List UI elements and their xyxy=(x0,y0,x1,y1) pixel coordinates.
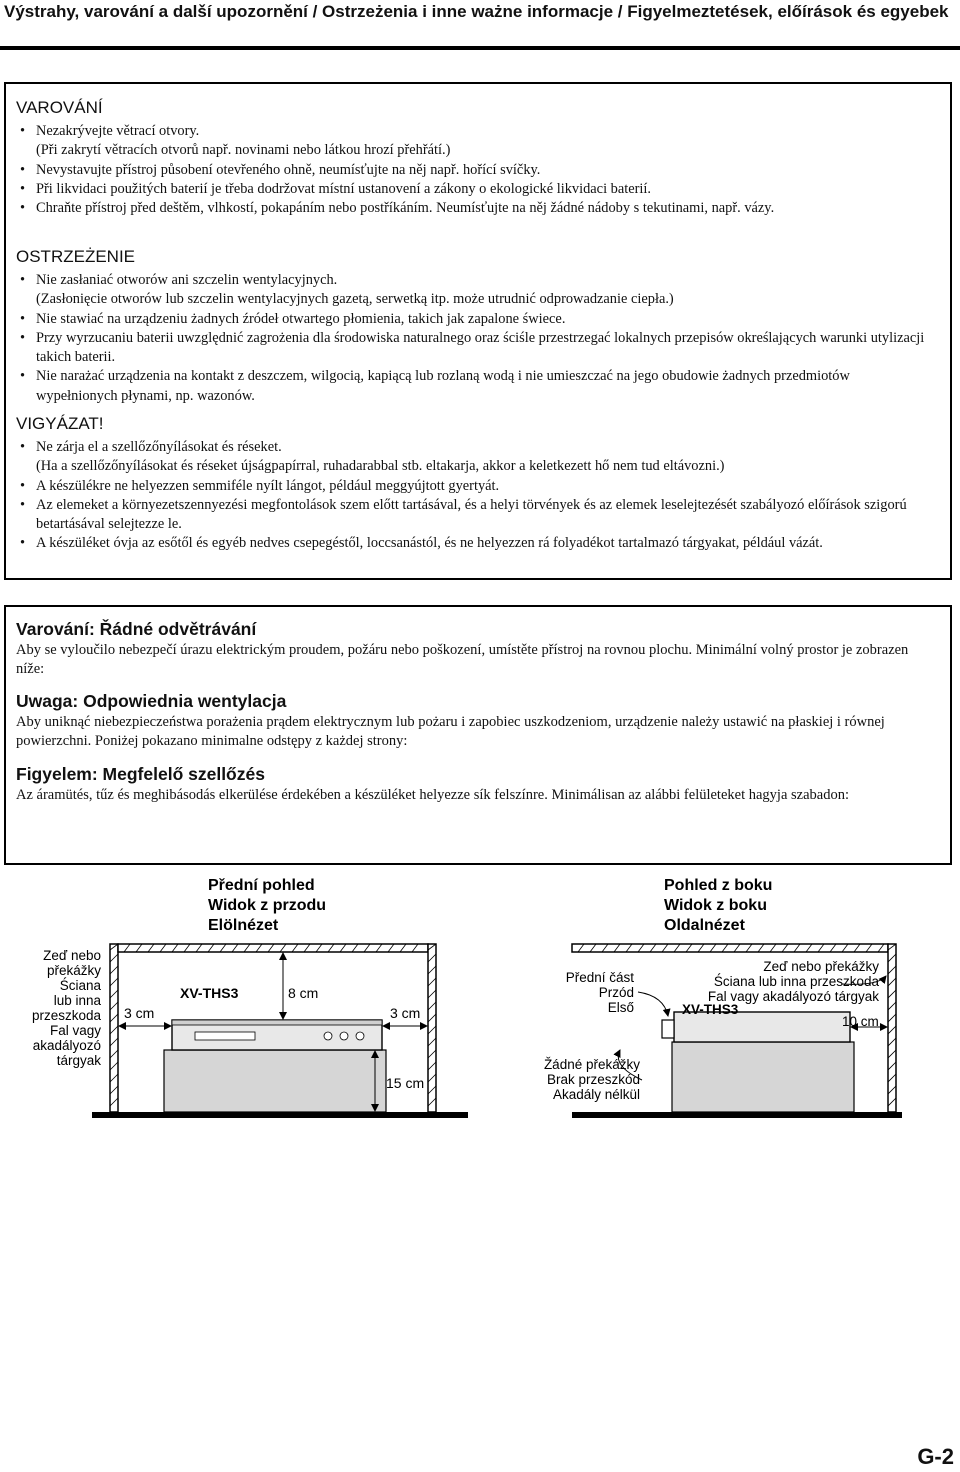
warning-list-pl xyxy=(16,271,931,406)
ventilation-text-cz: Aby se vyloučilo nebezpečí úrazu elektrickým proudem, požáru nebo poškození, umístěte přístroj na rovnou plochu. Minimální volný prostor je zobrazen níže: xyxy=(16,642,909,678)
side-wall-label xyxy=(708,959,880,1004)
ventilation-heading-hu: Figyelem: Megfelelő szellőzés xyxy=(16,764,265,784)
dim-back: 10 cm xyxy=(842,1014,879,1029)
list-item: • Chraňte přístroj před deštěm, vlhkostí, pokapáním nebo postříkáním. Neumísťujte na něj žádné nádoby s tekutinami, např. vázy. xyxy=(16,199,931,218)
front-part-line: Első xyxy=(607,1000,634,1015)
list-item: • Nevystavujte přístroj působení otevřeného ohně, neumísťujte na něj např. hořící svíčky. xyxy=(16,161,931,180)
wall-label-line: lub inna xyxy=(53,993,101,1008)
wall-label-line: akadályozó xyxy=(32,1038,101,1053)
list-item: • A készülékre ne helyezzen semmiféle nyílt lángot, például meggyújtott gyertyát. xyxy=(16,477,931,496)
warning-list-hu xyxy=(16,438,931,554)
list-item: • Ne zárja el a szellőzőnyílásokat és réseket. xyxy=(16,438,931,457)
list-item: (Při zakrytí větracích otvorů např. novinami nebo látkou hrozí přehřátí.) xyxy=(36,142,451,159)
list-item: • A készüléket óvja az esőtől és egyéb nedves csepegéstől, loccsanástól, és ne helyezzen rá folyadékot tartalmazó tárgyakat, például vázát. xyxy=(16,534,931,553)
side-view-title-3: Oldalnézet xyxy=(664,917,745,934)
ventilation-heading-pl: Uwaga: Odpowiednia wentylacja xyxy=(16,691,287,711)
list-item: • Při likvidaci použitých baterií je třeba dodržovat místní ustanovení a zákony o ekologické likvidaci baterií. xyxy=(16,180,931,199)
list-item: • Nie narażać urządzenia na kontakt z deszczem, wilgocią, kapiącą lub rozlaną wodą i nie umieszczać na jego obudowie żadnych przedmiotów wypełnionych płynami, np. wazonów. xyxy=(16,367,931,406)
warning-heading-hu: VIGYÁZAT! xyxy=(16,414,104,433)
model-label-side: XV-THS3 xyxy=(682,1002,739,1017)
warning-list-cz xyxy=(16,122,931,218)
dim-left: 3 cm xyxy=(124,1005,155,1021)
front-part-label xyxy=(566,970,635,1015)
page-number: G-2 xyxy=(917,1444,954,1469)
list-item: • Przy wyrzucaniu baterii uwzględnić zagrożenia dla środowiska naturalnego oraz ściśle przestrzegać lokalnych przepisów określających warunki utylizacji takich baterii. xyxy=(16,329,931,368)
side-view-title-1: Pohled z boku xyxy=(664,877,773,894)
title-rule xyxy=(0,46,960,50)
front-view-title-3: Elölnézet xyxy=(208,917,279,934)
wall-label-line: Zeď nebo xyxy=(43,948,101,963)
warning-heading-pl: OSTRZEŻENIE xyxy=(16,247,136,266)
front-view-title-1: Přední pohled xyxy=(208,877,315,894)
wall-label xyxy=(32,948,102,1068)
side-view-title-2: Widok z boku xyxy=(664,897,767,914)
list-item: (Zasłonięcie otworów lub szczelin wentylacyjnych gazetą, serwetką itp. może utrudnić odprowadzanie ciepła.) xyxy=(36,291,674,308)
front-part-line: Przód xyxy=(598,985,634,1000)
warning-heading-cz: VAROVÁNÍ xyxy=(16,98,103,117)
side-wall-line: Ściana lub inna przeszkoda xyxy=(713,974,879,989)
wall-label-line: przeszkoda xyxy=(31,1008,101,1023)
list-item: • Nezakrývejte větrací otvory. xyxy=(16,122,931,141)
dim-right: 3 cm xyxy=(390,1005,421,1021)
dim-bottom: 15 cm xyxy=(386,1075,425,1091)
ventilation-diagram xyxy=(0,870,960,1130)
warnings-box xyxy=(4,82,952,580)
ventilation-box xyxy=(4,605,952,865)
no-obstacle-line: Brak przeszkód xyxy=(546,1072,640,1087)
list-item: (Ha a szellőzőnyílásokat és réseket újságpapírral, ruhadarabbal stb. eltakarja, akkor a keletkezett hő nem tud eltávozni.) xyxy=(36,458,725,475)
model-label-front: XV-THS3 xyxy=(180,985,239,1001)
page-title: Výstrahy, varování a další upozornění / Ostrzeżenia i inne ważne informacje / Figyelmeztetések, előírások és egyebek xyxy=(4,2,949,21)
wall-label-line: Fal vagy xyxy=(49,1023,101,1038)
ventilation-heading-cz: Varování: Řádné odvětrávání xyxy=(16,619,257,639)
no-obstacle-line: Žádné překážky xyxy=(543,1057,640,1072)
list-item: • Nie zasłaniać otworów ani szczelin wentylacyjnych. xyxy=(16,271,931,290)
front-view-title-2: Widok z przodu xyxy=(208,897,327,914)
front-part-line: Přední část xyxy=(565,970,634,985)
side-wall-line: Fal vagy akadályozó tárgyak xyxy=(707,989,879,1004)
no-obstacle-line: Akadály nélkül xyxy=(552,1087,640,1102)
front-view-drawing xyxy=(92,944,468,1118)
list-item: • Az elemeket a környezetszennyezési megfontolások szem előtt tartásával, és a helyi törvények és az elemek leselejtezését szabályozó előírások szigorú betartásával selejtezze le. xyxy=(16,496,931,535)
no-obstacle-label xyxy=(544,1057,640,1102)
wall-label-line: překážky xyxy=(46,963,101,978)
dim-top: 8 cm xyxy=(288,985,319,1001)
wall-label-line: tárgyak xyxy=(56,1053,101,1068)
side-wall-line: Zeď nebo překážky xyxy=(763,959,879,974)
wall-label-line: Ściana xyxy=(59,978,101,993)
list-item: • Nie stawiać na urządzeniu żadnych źródeł otwartego płomienia, takich jak zapalone świece. xyxy=(16,310,931,329)
ventilation-text-pl: Aby uniknąć niebezpieczeństwa porażenia prądem elektrycznym lub pożaru i zapobiec uszkodzeniom, urządzenie należy ustawić na płaskiej i równej powierzchni. Poniżej pokazano minimalne odstępy z każdej strony: xyxy=(16,714,885,750)
ventilation-text-hu: Az áramütés, tűz és meghibásodás elkerülése érdekében a készüléket helyezze sík felszínre. Minimálisan az alábbi felületeket hagyja szabadon: xyxy=(16,787,849,803)
